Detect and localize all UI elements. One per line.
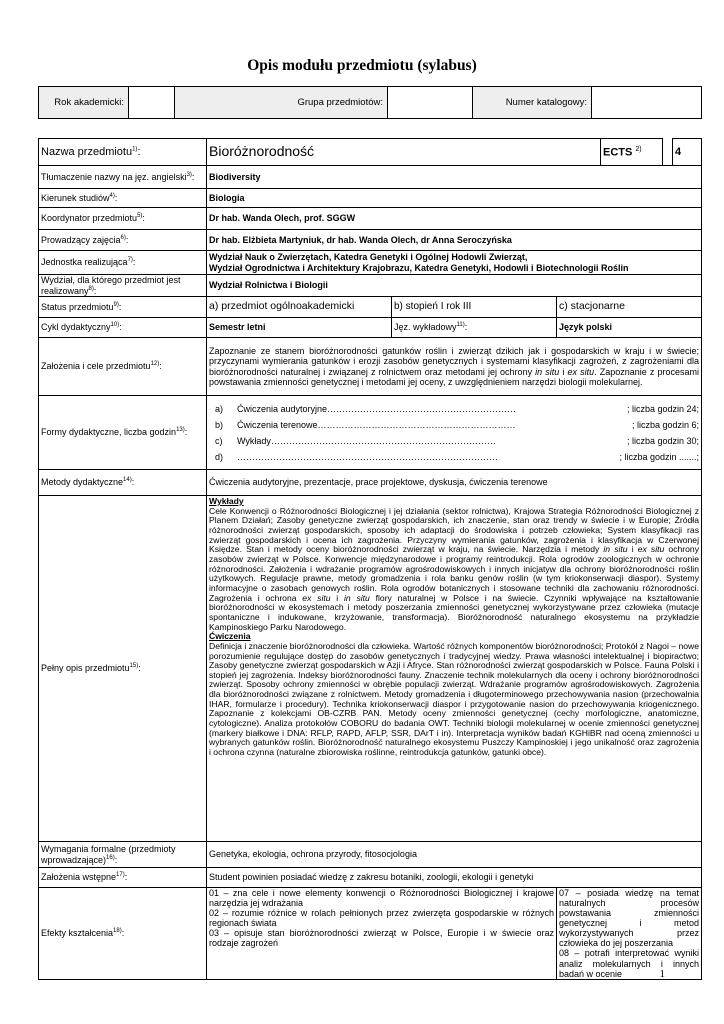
forma-item: a) Ćwiczenia audytoryjne ……………………………………………………… ; liczba godzin 24; (215, 403, 699, 414)
efekt-item: 02 – rozumie różnice w rolach pełnionych przez zwierzęta gospodarskie w różnych regionach świata (209, 908, 554, 929)
efekty-left (207, 888, 557, 980)
status-c: c) stacjonarne (557, 297, 702, 318)
zalozenia-label: Założenia i cele przedmiotu$^{12)}$: (39, 338, 207, 396)
formy-label: Formy dydaktyczne, liczba godzin$^{13)}$: (39, 396, 207, 470)
koordynator-label: Koordynator przedmiotu$^{5)}$: (39, 208, 207, 230)
wydzial-label: Wydział, dla którego przedmiot jest realizowany$^{8)}$: (39, 275, 207, 297)
status-b: b) stopień I rok III (392, 297, 557, 318)
cykl-value: Semestr letni (207, 318, 392, 338)
wymagania-label: Wymagania formalne (przedmioty wprowadzające)$^{16)}$: (39, 842, 207, 868)
efekt-item: 03 – opisuje stan bioróżnorodności zwierząt w Polsce, Europie i w świecie oraz rodzaje zagrożeń (209, 928, 554, 949)
grupa-przedmiotow-label: Grupa przedmiotów: (175, 87, 388, 119)
zalozenia-text: Zapoznanie ze stanem bioróżnorodności gatunków roślin i zwierząt dzikich jak i gospodarskich w kraju i w świecie; przyczynami wymierania gatunków i erozji zasobów genetycznych i systemami klasyfikacji zagrożeń, z zagrożeniami dla bioróżnorodności naturalnej i związanej z rolnictwem oraz metodami jej ochrony in situ i ex situ. Zapoznanie z procesami powstawania zmienności genetycznej i metodami jej oceny, z uwzględnieniem narzędzi biologii molekularnej. (207, 338, 702, 396)
koordynator-value: Dr hab. Wanda Olech, prof. SGGW (207, 208, 702, 230)
cwiczenia-heading: Ćwiczenia (209, 631, 251, 642)
efekty-right (557, 888, 702, 980)
jednostka-line-1: Wydział Nauk o Zwierzętach, Katedra Genetyki i Ogólnej Hodowli Zwierząt, (209, 252, 528, 263)
forma-item: b) Ćwiczenia terenowe ………………………………………………………… ; liczba godzin 6; (215, 419, 699, 430)
wyklady-text: Cele Konwencji o Różnorodności Biologicznej i jej działania (sektor rolnictwa), Krajowa Strategia Różnorodności Biologicznej z Planem Działań; Zasoby genetyczne zwierząt gospodarskich, ich znaczenie, stan oraz trendy w świecie i w Europie; Źródła różnorodności zwierząt gospodarskich, sposoby ich adaptacji do środowiska i potrzeb człowieka; System klasyfikacji ras zwierząt gospodarskich i ocena ich zagrożenia. Przyczyny wymierania gatunków, zagrożenia i klasyfikacja w Czerwonej Księdze. Stan i metody oceny bioróżnorodności zwierząt w kraju, na świecie. Narzędzia i metody in situ i ex situ ochrony zasobów zwierząt w Polsce. Konwencje międzynarodowe i programy reintrodukcji. Rola ogrodów zoologicznych w ochronie różnorodności. Założenia i wdrażanie programów agrośrodowiskowych i innych inicjatyw dla ochrony bioróżnorodności roślin użytkowych. Regulacje prawne, metody gromadzenia i rola banku genów roślin (w tym kriokonserwacji diaspor). Systemy informacyjne o zasobach genowych roślin. Rola ogrodów botanicznych i stosowane techniki dla zachowaniu różnorodności. Zagrożenia i ochrona ex situ i in situ flory naturalnej w Polsce i na świecie. Czynniki wpływające na kształtowanie bioróżnorodności w ekosystemach i metody poszerzania zmienności genetycznej wykorzystywane przez człowieka (mutacje spontaniczne i indukowane, krzyżowanie, transformacja). Bioróżnorodność naturalnego ekosystemu na przykładzie Kampinoskiego Parku Narodowego. (209, 505, 700, 632)
efekt-item: 07 – posiada wiedzę na temat naturalnych procesów powstawania zmienności genetycznej i metod wykorzystywanych przez człowieka do jej poszerzania (559, 888, 699, 949)
status-a: a) przedmiot ogólnoakademicki (207, 297, 392, 318)
ects-label: ECTS $^{2)}$ (601, 139, 663, 166)
pelny-opis-text (207, 496, 702, 842)
wyklady-heading: Wykłady (209, 496, 244, 506)
prowadzacy-label: Prowadzący zajęcia$^{6)}$: (39, 230, 207, 251)
grupa-przedmiotow-value[interactable] (388, 87, 473, 119)
page-title: Opis modułu przedmiotu (sylabus) (247, 57, 477, 74)
prowadzacy-value: Dr hab. Elżbieta Martyniuk, dr hab. Wanda Olech, dr Anna Seroczyńska (207, 230, 702, 251)
efekt-item: 01 – zna cele i nowe elementy konwencji o Różnorodności Biologicznej i krajowe narzędzia jej wdrażania (209, 888, 554, 909)
header-table (38, 86, 702, 119)
kierunek-value: Biologia (207, 189, 702, 208)
pelny-opis-label: Pełny opis przedmiotu$^{15)}$: (39, 496, 207, 842)
ects-spacer (663, 139, 673, 166)
kierunek-label: Kierunek studiów$^{4)}$: (39, 189, 207, 208)
jednostka-line-2: Wydział Ogrodnictwa i Architektury Krajobrazu, Katedra Genetyki, Hodowli i Biotechnologii Roślin (209, 262, 629, 273)
tlumaczenie-value: Biodiversity (207, 166, 702, 189)
forma-item: d) …………………………………………………………………………… ; liczba godzin .......; (215, 451, 699, 462)
jezyk-value: Język polski (557, 318, 702, 338)
cykl-label: Cykl dydaktyczny$^{10)}$: (39, 318, 207, 338)
efekt-item: 08 – potrafi interpretować wyniki analiz molekularnych i innych badań w ocenie (559, 948, 699, 979)
rok-akademicki-label: Rok akademicki: (39, 87, 129, 119)
rok-akademicki-value[interactable] (129, 87, 175, 119)
jezyk-label: Jęz. wykładowy$^{11)}$: (392, 318, 557, 338)
jednostka-label: Jednostka realizująca$^{7)}$: (39, 251, 207, 275)
cwiczenia-text: Definicja i znaczenie bioróżnorodności dla człowieka. Wartość różnych komponentów bioróżnorodności; Protokół z Nagoi – nowe porozumienie regulujące dostęp do zasobów genetycznych i tradycyjnej wiedzy. Prawa własności intelektualnej i biopiractwo; Zasoby genetyczne zwierząt gospodarskich w Azji i Afryce. Stan różnorodności zwierząt gospodarskich w Polsce. Fauna Polski i stopień jej zagrożenia. Indeksy bioróżnorodności fauny. Znaczenie technik molekularnych dla oceny i ochrony bioróżnorodności zwierząt. Sposoby ochrony zmienności w obrębie populacji zwierząt. Wdrażanie programów agrośrodowiskowych. Zagrożenia dla bioróżnorodności związane z rolnictwem. Metody gromadzenia i długoterminowego przechowywania nasion (przechowalnia IHAR, formularze i procedury). Technika kriokonserwacji diaspor i przygotowanie nasion do przechowywania kriogenicznego. Zapoznanie z kolekcjami OB-CZRB PAN. Metody oceny zmienności genetycznej (cechy morfologiczne, anatomiczne, cytologiczne). Analiza protokołów COBORU do badania OWT. Techniki biologii molekularnej w ocenie zmienności genetycznej (markery białkowe i DNA: RFLP, RAPD, AFLP, SSR, DArT i in). Interpretacja wyników badań KGHiBR nad oceną zmienności u wybranych gatunków roślin. Bioróżnorodność naturalnego ekosystemu Puszczy Kampinoskiej i jego unikalność oraz zagrożenia i ochrona czynna (naturalne zbiorowiska roślinne, reintrodukcja gatunków, gatunki obce). (209, 640, 699, 758)
wymagania-value: Genetyka, ekologia, ochrona przyrody, fitosocjologia (207, 842, 702, 868)
formy-list (207, 396, 702, 470)
tlumaczenie-label: Tłumaczenie nazwy na jęz. angielski$^{3)}$: (39, 166, 207, 189)
forma-item: c) Wykłady ………………………………………………………………… ; liczba godzin 30; (215, 435, 699, 446)
metody-label: Metody dydaktyczne$^{14)}$: (39, 470, 207, 496)
wydzial-value: Wydział Rolnictwa i Biologii (207, 275, 702, 297)
efekty-label: Efekty kształcenia$^{18)}$: (39, 888, 207, 980)
numer-katalogowy-value[interactable] (592, 87, 702, 119)
status-label: Status przedmiotu$^{9)}$: (39, 297, 207, 318)
jednostka-value (207, 251, 702, 275)
ects-value: 4 (673, 139, 702, 166)
zalozenia-wstepne-label: Założenia wstępne$^{17)}$: (39, 868, 207, 888)
syllabus-table (38, 138, 702, 980)
page-number: 1 (659, 968, 665, 980)
zalozenia-wstepne-value: Student powinien posiadać wiedzę z zakresu botaniki, zoologii, ekologii i genetyki (207, 868, 702, 888)
metody-value: Ćwiczenia audytoryjne, prezentacje, prace projektowe, dyskusja, ćwiczenia terenowe (207, 470, 702, 496)
numer-katalogowy-label: Numer katalogowy: (473, 87, 592, 119)
nazwa-label: Nazwa przedmiotu$^{1)}$: (39, 139, 207, 166)
nazwa-value: Bioróżnorodność (207, 139, 601, 166)
